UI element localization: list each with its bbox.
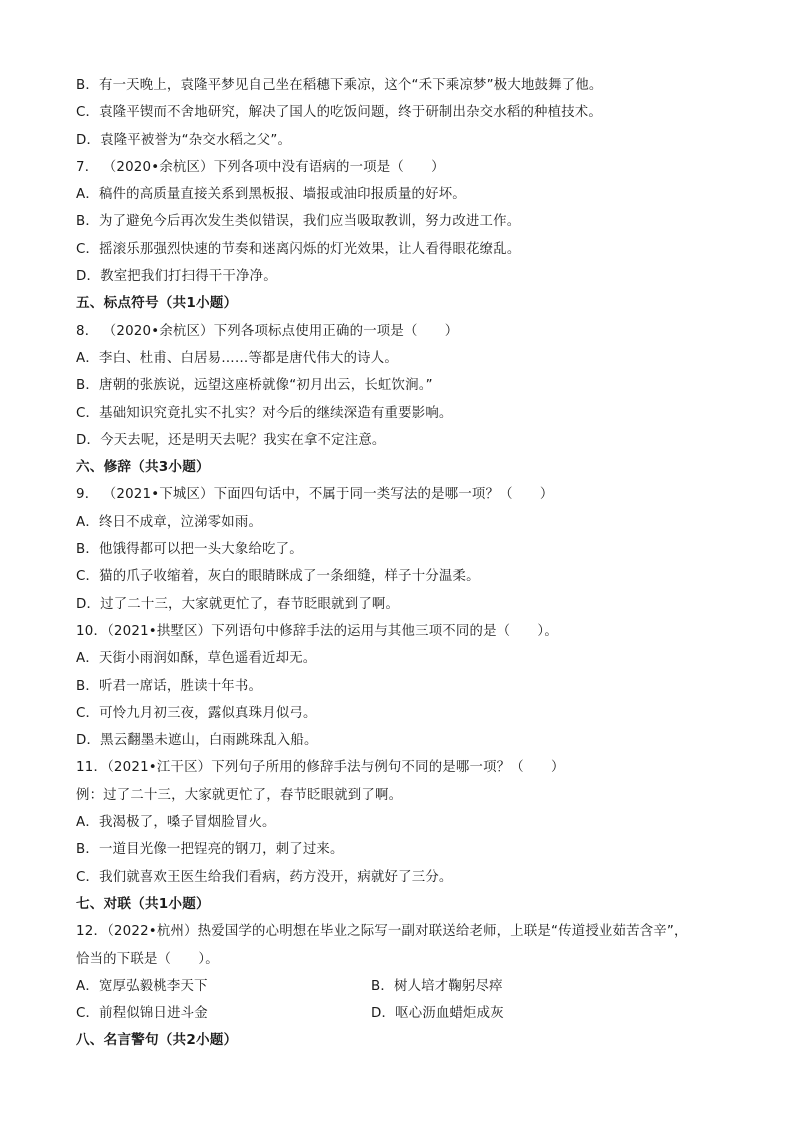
q9-option-d: D．过了二十三，大家就更忙了，春节眨眼就到了啊。 bbox=[76, 596, 400, 612]
section-heading-punctuation: 五、标点符号（共1小题） bbox=[76, 295, 238, 312]
q12-stem-line2: 恰当的下联是（ ）。 bbox=[76, 951, 219, 967]
q6-option-b: B．有一天晚上，袁隆平梦见自己坐在稻穗下乘凉，这个“禾下乘凉梦”极大地鼓舞了他。 bbox=[76, 78, 603, 93]
q10-option-a: A．天街小雨润如酥，草色遥看近却无。 bbox=[76, 651, 317, 667]
section-heading-quotes: 八、名言警句（共2小题） bbox=[76, 1032, 238, 1049]
q7-stem: 7． （2020•余杭区）下列各项中没有语病的一项是（ ） bbox=[76, 159, 445, 175]
q10-option-c: C．可怜九月初三夜，露似真珠月似弓。 bbox=[76, 705, 317, 721]
q12-options-row1 bbox=[76, 973, 726, 1000]
q9-option-a: A．终日不成章，泣涕零如雨。 bbox=[76, 514, 263, 530]
q8-stem: 8． （2020•余杭区）下列各项标点使用正确的一项是（ ） bbox=[76, 323, 459, 339]
q7-option-d: D．教室把我们打扫得干干净净。 bbox=[76, 269, 277, 285]
q7-option-b: B．为了避免今后再次发生类似错误，我们应当吸取教训，努力改进工作。 bbox=[76, 214, 521, 230]
q11-option-a: A．我渴极了，嗓子冒烟脸冒火。 bbox=[76, 815, 276, 831]
q11-option-c: C．我们就喜欢王医生给我们看病，药方没开，病就好了三分。 bbox=[76, 869, 453, 885]
q9-option-c: C．猫的爪子收缩着，灰白的眼睛眯成了一条细缝，样子十分温柔。 bbox=[76, 569, 480, 585]
q12-option-c: C．前程似锦日进斗金 bbox=[76, 1006, 208, 1022]
q10-option-b: B．听君一席话，胜读十年书。 bbox=[76, 678, 263, 694]
q12-option-a: A．宽厚弘毅桃李天下 bbox=[76, 978, 208, 994]
q12-option-b: B．树人培才鞠躬尽瘁 bbox=[371, 978, 503, 994]
section-heading-rhetoric: 六、修辞（共3小题） bbox=[76, 459, 210, 476]
q11-option-b: B．一道目光像一把锃亮的钢刀，刺了过来。 bbox=[76, 842, 344, 858]
q8-option-c: C．基础知识究竟扎实不扎实？对今后的继续深造有重要影响。 bbox=[76, 405, 453, 421]
q11-example: 例：过了二十三，大家就更忙了，春节眨眼就到了啊。 bbox=[76, 787, 403, 803]
q7-option-c: C．摇滚乐那强烈快速的节奏和迷离闪烁的灯光效果，让人看得眼花缭乱。 bbox=[76, 241, 521, 257]
q11-stem: 11．（2021•江干区）下列句子所用的修辞手法与例句不同的是哪一项？（ ） bbox=[76, 760, 565, 776]
q12-options-row2 bbox=[76, 1000, 726, 1027]
exam-page bbox=[76, 72, 726, 1055]
q8-option-b: B．唐朝的张族说，远望这座桥就像“初月出云，长虹饮涧。” bbox=[76, 378, 433, 394]
q10-option-d: D．黑云翻墨未遮山，白雨跳珠乱入船。 bbox=[76, 733, 318, 749]
section-heading-couplet: 七、对联（共1小题） bbox=[76, 895, 210, 912]
q9-stem: 9． （2021•下城区）下面四句话中，不属于同一类写法的是哪一项？（ ） bbox=[76, 487, 554, 503]
q6-option-d: D．袁隆平被誉为“杂交水稻之父”。 bbox=[76, 132, 292, 148]
q10-stem: 10．（2021•拱墅区）下列语句中修辞手法的运用与其他三项不同的是（ ）。 bbox=[76, 623, 558, 639]
q7-option-a: A．稿件的高质量直接关系到黑板报、墙报或油印报质量的好坏。 bbox=[76, 187, 466, 203]
q9-option-b: B．他饿得都可以把一头大象给吃了。 bbox=[76, 542, 303, 558]
q6-option-c: C．袁隆平锲而不舍地研究，解决了国人的吃饭问题，终于研制出杂交水稻的种植技术。 bbox=[76, 105, 602, 121]
q8-option-d: D．今天去呢，还是明天去呢？我实在拿不定注意。 bbox=[76, 432, 386, 448]
q8-option-a: A．李白、杜甫、白居易……等都是唐代伟大的诗人。 bbox=[76, 350, 398, 366]
q12-stem-line1: 12．（2022•杭州）热爱国学的心明想在毕业之际写一副对联送给老师，上联是“传道授业茹苦含辛”， bbox=[76, 924, 688, 940]
q12-option-d: D．呕心沥血蜡炬成灰 bbox=[371, 1006, 504, 1022]
